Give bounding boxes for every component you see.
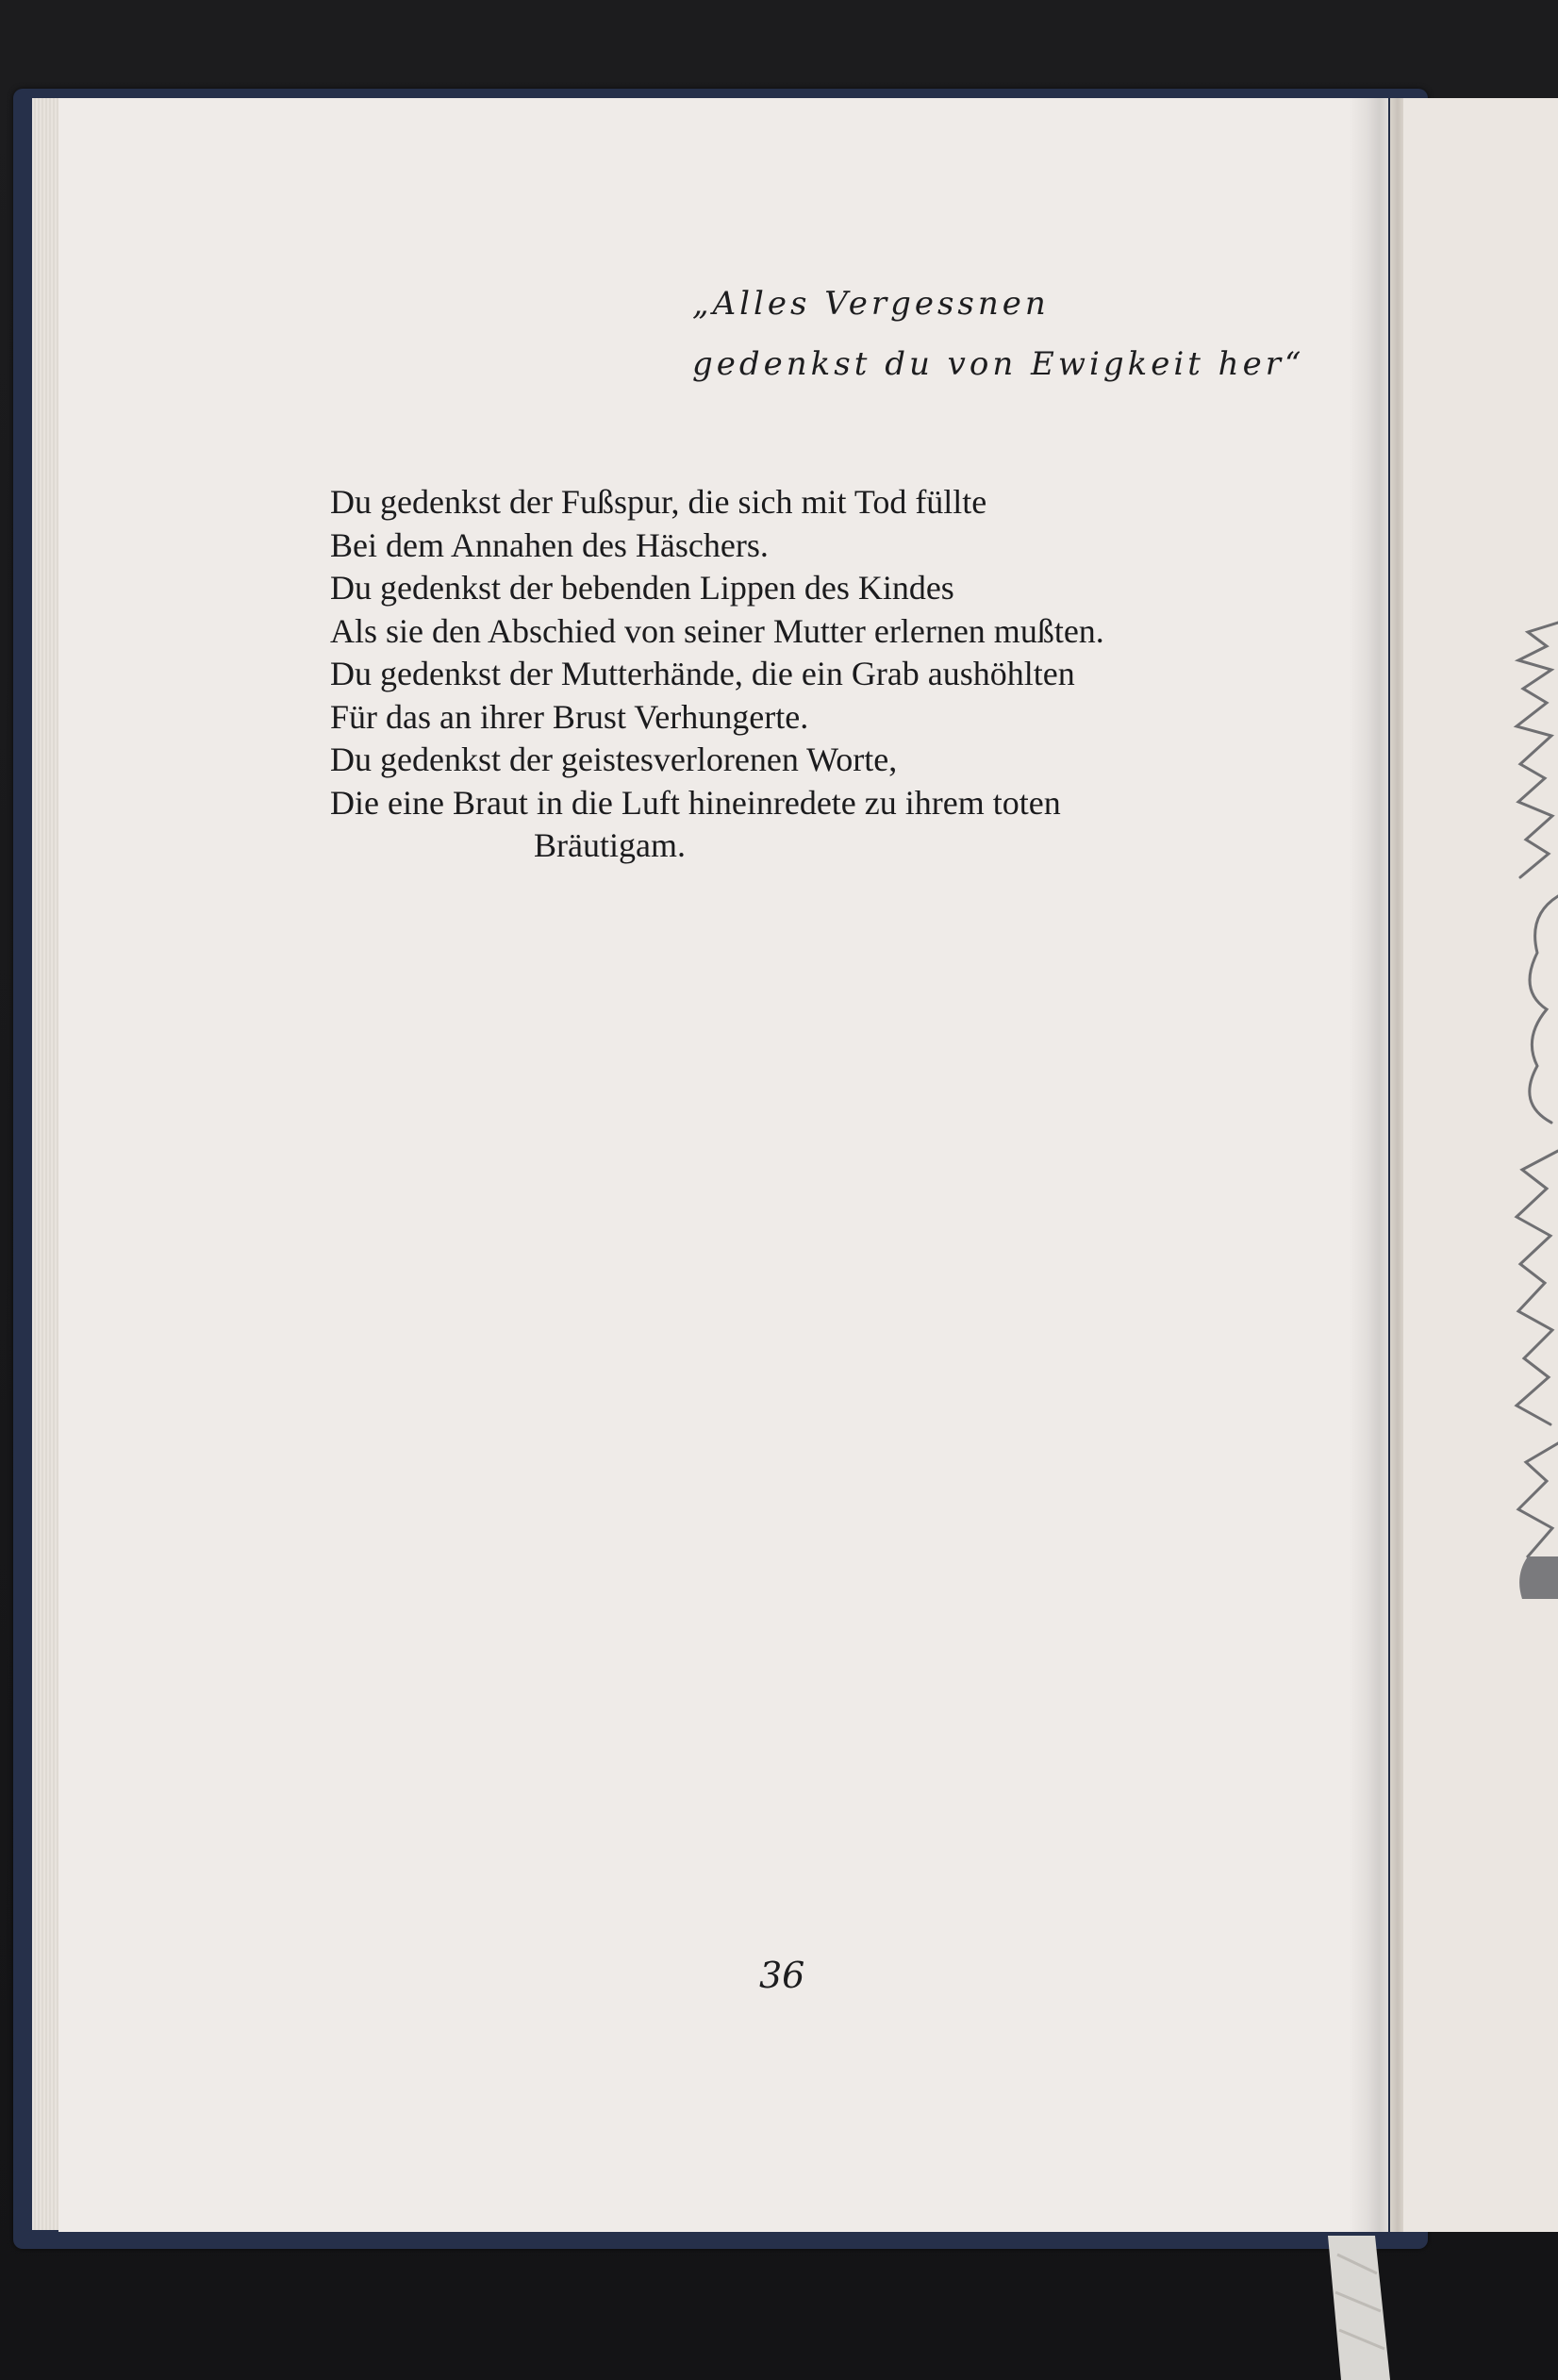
poem-line: Als sie den Abschied von seiner Mutter erlernen mußten.	[330, 611, 1104, 650]
poem-line: Die eine Braut in die Luft hineinredete zu ihrem toten	[330, 783, 1061, 822]
poem-text	[330, 481, 1273, 868]
epigraph	[692, 274, 1304, 394]
epigraph-line-1: „Alles Vergessnen	[692, 285, 1050, 323]
bookmark-ribbon	[1309, 2236, 1394, 2380]
poem-line: Für das an ihrer Brust Verhungerte.	[330, 697, 809, 736]
poem-line: Bräutigam.	[534, 826, 686, 864]
page-edges	[32, 98, 60, 2230]
left-page	[58, 98, 1388, 2232]
poem-line: Du gedenkst der Mutterhände, die ein Grab aushöhlten	[330, 655, 1075, 692]
illustration-fragment	[1509, 613, 1558, 1604]
poem-line: Bei dem Annahen des Häschers.	[330, 525, 769, 564]
epigraph-line-2: gedenkst du von Ewigkeit her“	[692, 345, 1305, 383]
poem-line: Du gedenkst der bebenden Lippen des Kindes	[330, 569, 954, 607]
page-number: 36	[759, 1955, 805, 1996]
poem-line: Du gedenkst der Fußspur, die sich mit Tod füllte	[330, 483, 987, 521]
poem-line: Du gedenkst der geistesverlorenen Worte,	[330, 741, 898, 778]
book-gutter	[1349, 98, 1392, 2232]
